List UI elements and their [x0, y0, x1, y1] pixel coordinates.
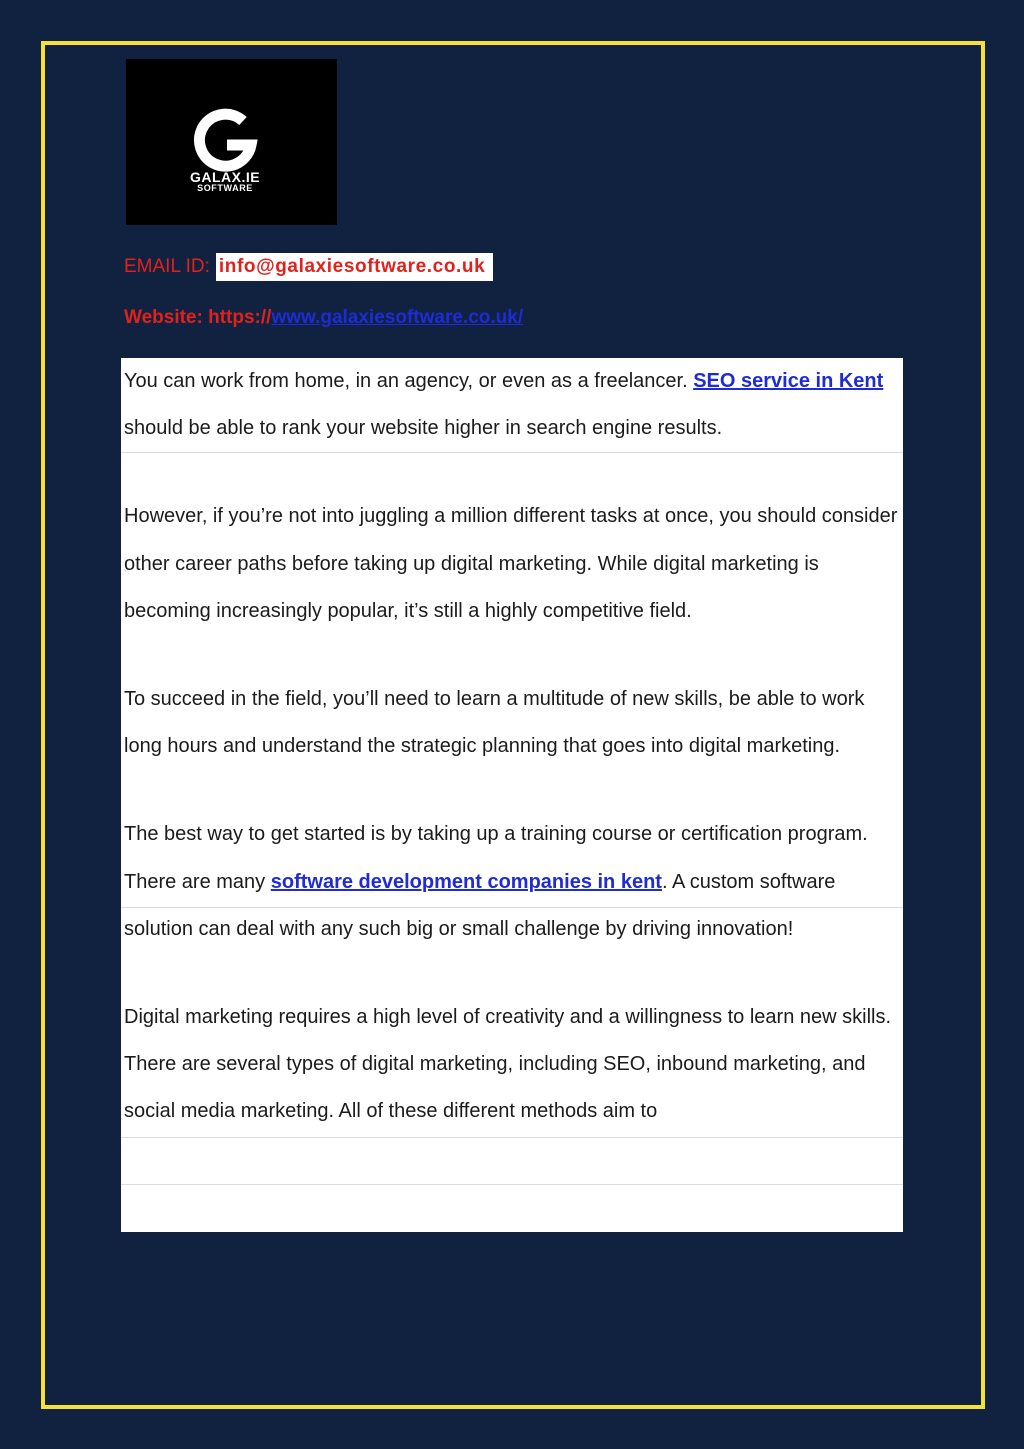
website-label: Website: https:// — [124, 307, 272, 328]
paragraph-4-text-end: . A custom software solution can deal with any such big or small challenge by driving innovation! — [124, 870, 836, 940]
article-panel — [121, 358, 903, 1232]
website-link[interactable]: www.galaxiesoftware.co.uk/ — [271, 307, 524, 328]
email-address[interactable]: info@galaxiesoftware.co.uk — [216, 253, 493, 281]
logo-subtitle: SOFTWARE — [197, 183, 253, 193]
software-companies-link[interactable]: software development companies in kent — [270, 870, 662, 893]
article-body — [124, 358, 899, 1136]
seo-service-link[interactable]: SEO service in Kent — [693, 370, 884, 392]
email-row — [124, 252, 493, 282]
paragraph-1-text: You can work from home, in an agency, or even as a freelancer. — [124, 370, 694, 392]
paragraph-3: To succeed in the field, you’ll need to learn a multitude of new skills, be able to work long hours and understand the strategic planning that goes into digital marketing. — [124, 688, 865, 758]
g-logo-icon — [191, 105, 261, 175]
paragraph-5: Digital marketing requires a high level of creativity and a willingness to learn new skills. There are several types of digital marketing, including SEO, inbound marketing, and social media marketing. All of these different methods aim to — [124, 1006, 892, 1123]
paragraph-4 — [124, 811, 899, 953]
company-logo — [126, 59, 337, 225]
email-label: EMAIL ID: — [124, 256, 210, 277]
paragraph-1 — [124, 358, 899, 452]
paragraph-4-text: The best way to get started is by taking up a training course or certification program. There are many — [124, 823, 868, 893]
website-row — [124, 304, 523, 332]
paragraph-2: However, if you’re not into juggling a million different tasks at once, you should consider other career paths before taking up digital marketing. While digital marketing is becoming increasingly popular, it’s still a highly competitive field. — [124, 505, 898, 622]
paragraph-1-text-end: should be able to rank your website higher in search engine results. — [124, 417, 723, 440]
logo-wordmark: GALAX.IE — [189, 169, 261, 185]
